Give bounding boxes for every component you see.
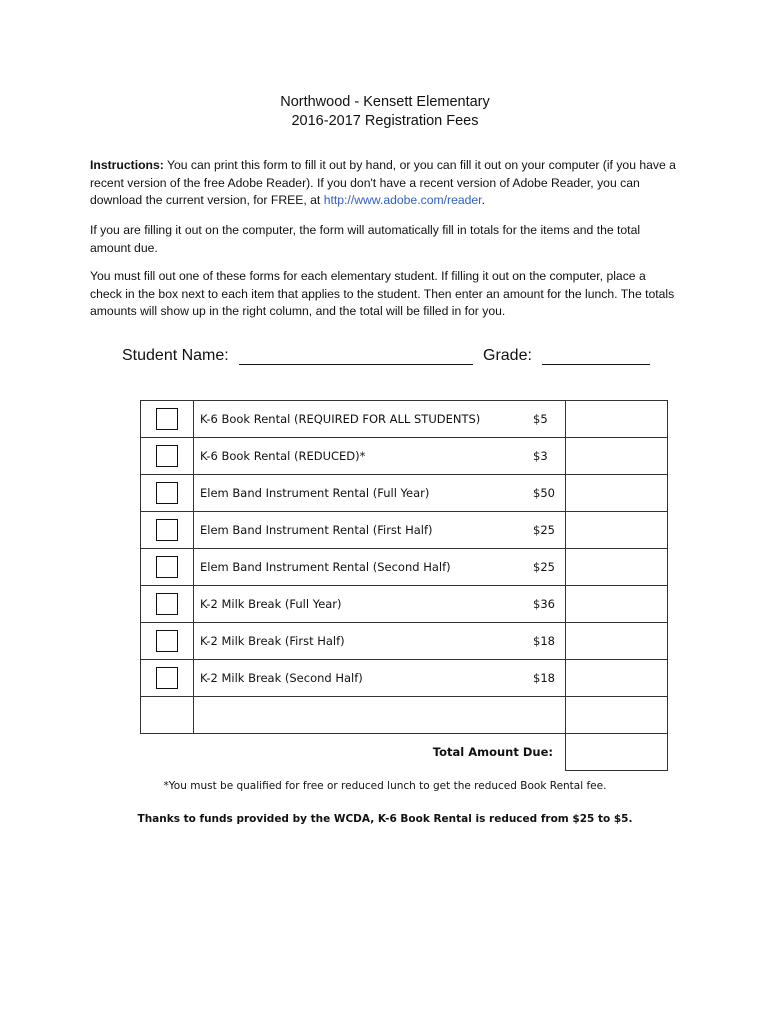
fee-price: $18: [533, 660, 566, 697]
fee-checkbox-cell: [141, 401, 194, 438]
fee-row: [141, 512, 668, 549]
instructions-label: Instructions:: [90, 158, 164, 172]
fee-checkbox[interactable]: [156, 445, 178, 467]
fee-item-label: K-2 Milk Break (Full Year): [194, 586, 534, 623]
student-name-field[interactable]: [239, 348, 473, 365]
fee-row: [141, 549, 668, 586]
fee-checkbox[interactable]: [156, 667, 178, 689]
fee-checkbox-cell: [141, 660, 194, 697]
fee-price: $3: [533, 438, 566, 475]
autofill-paragraph: If you are filling it out on the computer, the form will automatically fill in totals for the items and the total amount due.: [90, 223, 641, 255]
fee-checkbox-cell: [141, 512, 194, 549]
form-title: 2016-2017 Registration Fees: [291, 113, 479, 129]
fee-checkbox-cell: [141, 438, 194, 475]
fee-row: [141, 623, 668, 660]
grade-label: Grade:: [483, 347, 532, 364]
fee-checkbox-cell: [141, 475, 194, 512]
fee-price: $25: [533, 549, 566, 586]
grade-row: [483, 347, 650, 365]
per-student-paragraph: You must fill out one of these forms for each elementary student. If filling it out on the computer, place a check in the box next to each item that applies to the student. Then enter an amount for the lunch. The totals amounts will show up in the right column, and the total will be filled in for you.: [90, 269, 675, 318]
fee-price: $25: [533, 512, 566, 549]
fee-item-label: K-6 Book Rental (REQUIRED FOR ALL STUDENTS): [194, 401, 534, 438]
fee-item-label: K-2 Milk Break (First Half): [194, 623, 534, 660]
fee-checkbox-cell: [141, 623, 194, 660]
student-name-row: [122, 347, 473, 365]
fee-row: [141, 475, 668, 512]
fee-checkbox[interactable]: [156, 519, 178, 541]
instructions-period: .: [481, 193, 485, 207]
fee-amount-field[interactable]: [566, 475, 668, 512]
blank-item-cell: [194, 697, 534, 734]
reduced-fee-note: *You must be qualified for free or reduced lunch to get the reduced Book Rental fee.: [163, 780, 607, 792]
total-amount-field[interactable]: [566, 734, 668, 771]
total-label: Total Amount Due:: [432, 745, 553, 760]
fee-checkbox[interactable]: [156, 408, 178, 430]
fee-price: $36: [533, 586, 566, 623]
fee-item-label: K-6 Book Rental (REDUCED)*: [194, 438, 534, 475]
fee-checkbox-cell: [141, 549, 194, 586]
fee-amount-field[interactable]: [566, 586, 668, 623]
fee-item-label: K-2 Milk Break (Second Half): [194, 660, 534, 697]
fee-price: $5: [533, 401, 566, 438]
instructions-text: You can print this form to fill it out by hand, or you can fill it out on your computer (if you have a recent version of the free Adobe Reader). If you don't have a recent version of Adobe Reader, you can download the current version, for FREE, at: [90, 158, 676, 207]
fee-item-label: Elem Band Instrument Rental (First Half): [194, 512, 534, 549]
adobe-reader-link[interactable]: http://www.adobe.com/reader: [323, 193, 482, 207]
fee-amount-field[interactable]: [566, 512, 668, 549]
blank-amount-cell[interactable]: [566, 697, 668, 734]
fee-checkbox[interactable]: [156, 556, 178, 578]
fee-checkbox[interactable]: [156, 593, 178, 615]
fee-checkbox[interactable]: [156, 482, 178, 504]
fee-amount-field[interactable]: [566, 660, 668, 697]
wcda-note: Thanks to funds provided by the WCDA, K-6 Book Rental is reduced from $25 to $5.: [137, 813, 633, 825]
instructions-paragraph: [90, 157, 680, 210]
fee-amount-field[interactable]: [566, 623, 668, 660]
fee-row: [141, 586, 668, 623]
fee-amount-field[interactable]: [566, 438, 668, 475]
student-name-label: Student Name:: [122, 347, 229, 364]
fee-row: [141, 438, 668, 475]
blank-price-cell: [533, 697, 566, 734]
fee-row: [141, 660, 668, 697]
blank-checkbox-cell: [141, 697, 194, 734]
fee-amount-field[interactable]: [566, 401, 668, 438]
fee-checkbox[interactable]: [156, 630, 178, 652]
fees-table: [140, 400, 668, 771]
school-title: Northwood - Kensett Elementary: [280, 94, 490, 110]
fee-item-label: Elem Band Instrument Rental (Second Half): [194, 549, 534, 586]
total-row: [141, 734, 668, 771]
fee-row: [141, 401, 668, 438]
fee-amount-field[interactable]: [566, 549, 668, 586]
blank-row: [141, 697, 668, 734]
fee-price: $50: [533, 475, 566, 512]
fee-item-label: Elem Band Instrument Rental (Full Year): [194, 475, 534, 512]
grade-field[interactable]: [542, 348, 650, 365]
fee-price: $18: [533, 623, 566, 660]
fee-checkbox-cell: [141, 586, 194, 623]
